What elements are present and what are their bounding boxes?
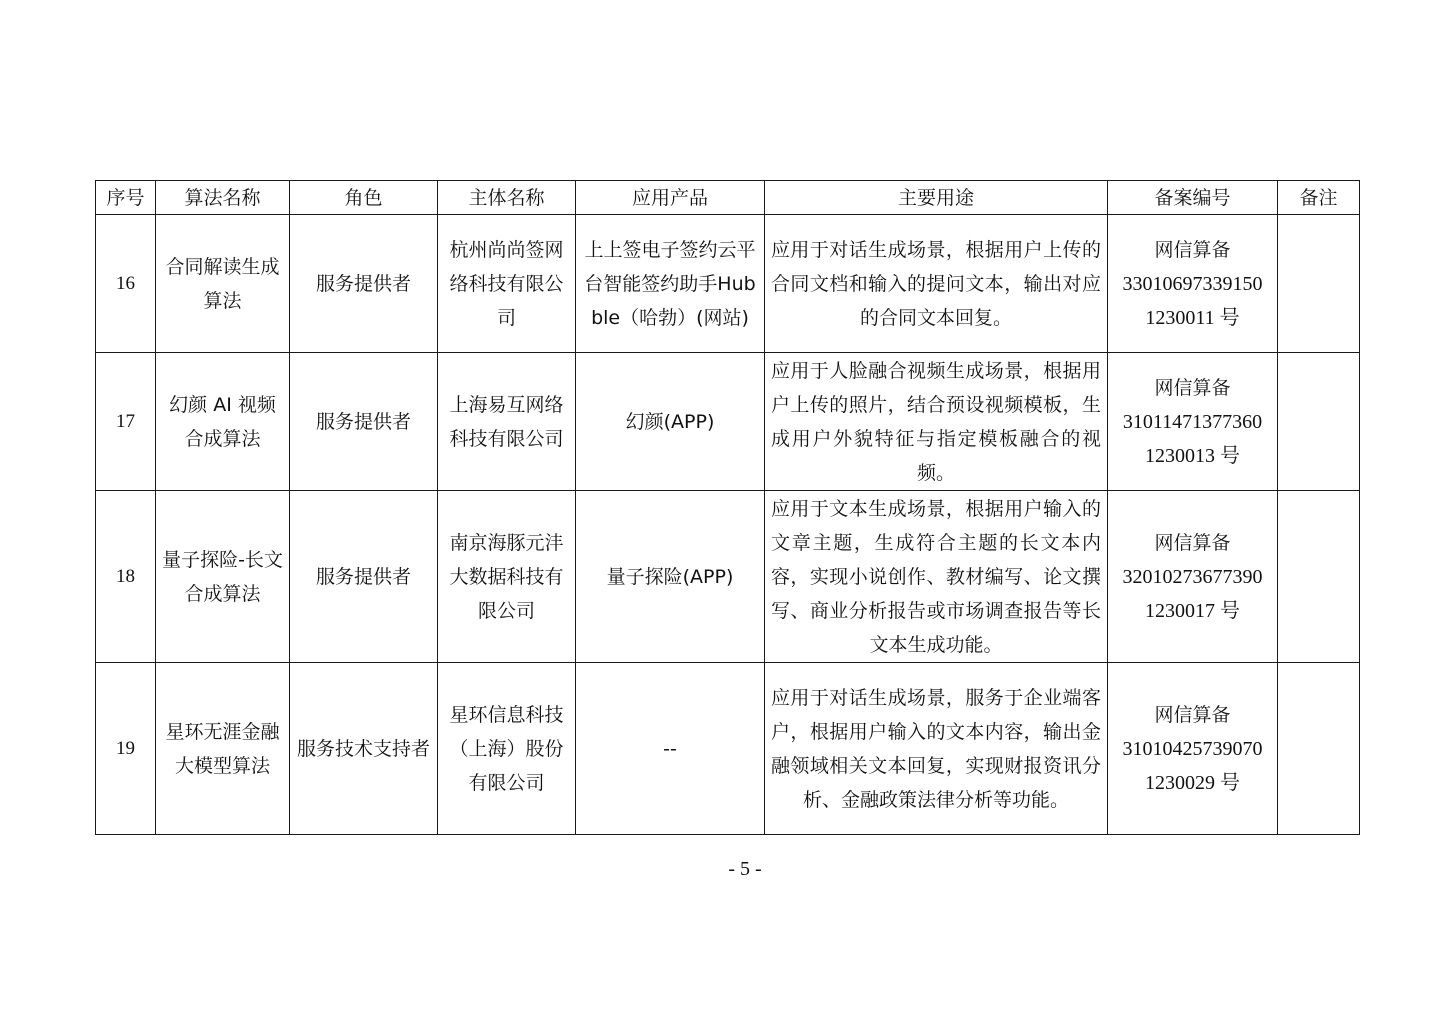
filing-number — [1108, 215, 1278, 353]
page-number: - 5 - — [728, 858, 762, 880]
algorithm-filing-table — [95, 180, 1360, 835]
role: 服务提供者 — [290, 353, 438, 491]
main-usage-text: 应用于人脸融合视频生成场景，根据用户上传的照片，结合预设视频模板，生成用户外貌特征与指定模板融合的视频。 — [771, 359, 1101, 484]
filing-prefix: 网信算备 — [1154, 531, 1231, 554]
main-usage — [765, 663, 1108, 835]
filing-number-part1: 32010273677390 — [1122, 565, 1263, 588]
filing-number — [1108, 663, 1278, 835]
filing-number-part2: 1230013 号 — [1145, 444, 1240, 467]
filing-number-part2: 1230011 号 — [1145, 306, 1240, 329]
row-index: 18 — [96, 491, 156, 663]
table-row — [96, 491, 1360, 663]
remarks — [1278, 353, 1360, 491]
filing-number-part1: 31010425739070 — [1122, 737, 1263, 760]
main-usage — [765, 353, 1108, 491]
entity-name: 星环信息科技（上海）股份有限公司 — [438, 663, 576, 835]
algorithm-name: 量子探险-长文合成算法 — [156, 491, 290, 663]
filing-number-part1: 31011471377360 — [1122, 410, 1263, 433]
main-usage-text: 应用于对话生成场景，根据用户上传的合同文档和输入的提问文本，输出对应的合同文本回复。 — [771, 238, 1101, 329]
remarks — [1278, 663, 1360, 835]
filing-prefix: 网信算备 — [1154, 703, 1231, 726]
table-row — [96, 663, 1360, 835]
remarks — [1278, 215, 1360, 353]
main-usage — [765, 491, 1108, 663]
table-row — [96, 215, 1360, 353]
product: -- — [576, 663, 765, 835]
algorithm-name: 幻颜 AI 视频合成算法 — [156, 353, 290, 491]
row-index: 19 — [96, 663, 156, 835]
header-entity-name: 主体名称 — [438, 181, 576, 215]
filing-prefix: 网信算备 — [1154, 376, 1231, 399]
product: 量子探险(APP) — [576, 491, 765, 663]
algorithm-name: 合同解读生成算法 — [156, 215, 290, 353]
filing-number — [1108, 353, 1278, 491]
header-role: 角色 — [290, 181, 438, 215]
header-product: 应用产品 — [576, 181, 765, 215]
entity-name: 杭州尚尚签网络科技有限公司 — [438, 215, 576, 353]
header-remarks: 备注 — [1278, 181, 1360, 215]
main-usage-text: 应用于对话生成场景，服务于企业端客户，根据用户输入的文本内容，输出金融领域相关文本回复，实现财报资讯分析、金融政策法律分析等功能。 — [771, 686, 1101, 811]
header-index: 序号 — [96, 181, 156, 215]
product: 上上签电子签约云平台智能签约助手Hubble（哈勃）(网站) — [576, 215, 765, 353]
row-index: 17 — [96, 353, 156, 491]
main-usage-text: 应用于文本生成场景，根据用户输入的文章主题，生成符合主题的长文本内容，实现小说创作、教材编写、论文撰写、商业分析报告或市场调查报告等长文本生成功能。 — [771, 497, 1101, 656]
table-header-row — [96, 181, 1360, 215]
main-usage — [765, 215, 1108, 353]
filing-number-part1: 33010697339150 — [1122, 272, 1263, 295]
entity-name: 南京海豚元沣大数据科技有限公司 — [438, 491, 576, 663]
header-main-usage: 主要用途 — [765, 181, 1108, 215]
header-algorithm-name: 算法名称 — [156, 181, 290, 215]
role: 服务提供者 — [290, 215, 438, 353]
entity-name: 上海易互网络科技有限公司 — [438, 353, 576, 491]
filing-number-part2: 1230017 号 — [1145, 599, 1240, 622]
role: 服务提供者 — [290, 491, 438, 663]
filing-number — [1108, 491, 1278, 663]
filing-prefix: 网信算备 — [1154, 238, 1231, 261]
role: 服务技术支持者 — [290, 663, 438, 835]
table-row — [96, 353, 1360, 491]
row-index: 16 — [96, 215, 156, 353]
remarks — [1278, 491, 1360, 663]
algorithm-name: 星环无涯金融大模型算法 — [156, 663, 290, 835]
filing-number-part2: 1230029 号 — [1145, 771, 1240, 794]
header-filing-number: 备案编号 — [1108, 181, 1278, 215]
product: 幻颜(APP) — [576, 353, 765, 491]
